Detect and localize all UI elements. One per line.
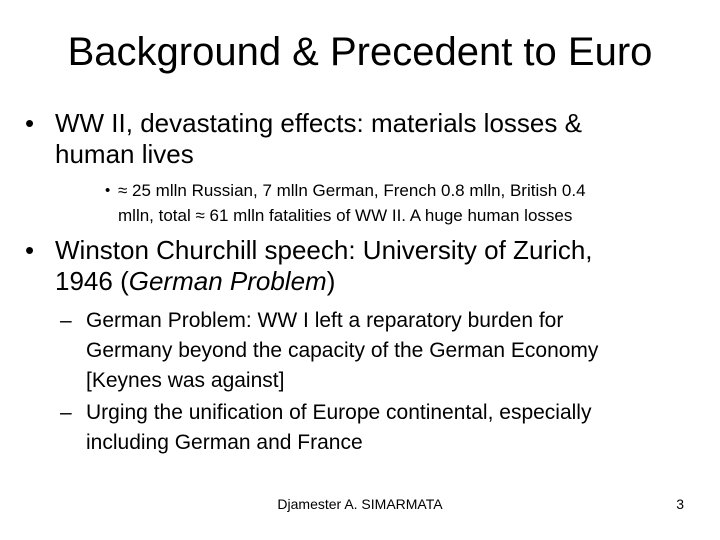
bullet-text-line: Winston Churchill speech: University of Zurich, <box>55 235 593 265</box>
bullet-text <box>55 108 582 170</box>
subbullet-text-line: German Problem: WW I left a reparatory burden for <box>86 309 564 332</box>
subbullet-marker: – <box>60 401 72 424</box>
bullet-marker: • <box>25 235 35 265</box>
subbullet-text-line: including German and France <box>86 431 363 454</box>
subbullet-text-line: Germany beyond the capacity of the German Economy <box>86 339 599 362</box>
subbullet-text <box>86 398 591 458</box>
subbullet-text-line: Urging the unification of Europe continental, especially <box>86 401 592 424</box>
subbullet-marker: • <box>105 182 111 199</box>
footer-author: Djamester A. SIMARMATA <box>277 496 443 512</box>
bullet-text <box>55 235 593 297</box>
subbullet-text <box>86 306 598 396</box>
text-run: 1946 ( <box>55 266 129 296</box>
slide-title: Background & Precedent to Euro <box>67 30 653 74</box>
page-number: 3 <box>676 496 684 512</box>
text-run: ) <box>326 266 336 296</box>
subbullet-text-line: mlln, total ≈ 61 mlln fatalities of WW II. A huge human losses <box>118 206 573 225</box>
bullet-marker: • <box>25 108 35 138</box>
bullet-text-line: WW II, devastating effects: materials losses & <box>55 108 582 138</box>
subbullet-text-line: ≈ 25 mlln Russian, 7 mlln German, French 0.8 mlln, British 0.4 <box>118 181 586 200</box>
italic-text-run: German Problem <box>128 266 327 296</box>
bullet-text-line <box>55 266 593 297</box>
subbullet-marker: – <box>60 309 72 332</box>
subbullet-text <box>118 178 586 228</box>
subbullet-text-line: [Keynes was against] <box>86 369 285 392</box>
bullet-text-line: human lives <box>55 139 194 169</box>
